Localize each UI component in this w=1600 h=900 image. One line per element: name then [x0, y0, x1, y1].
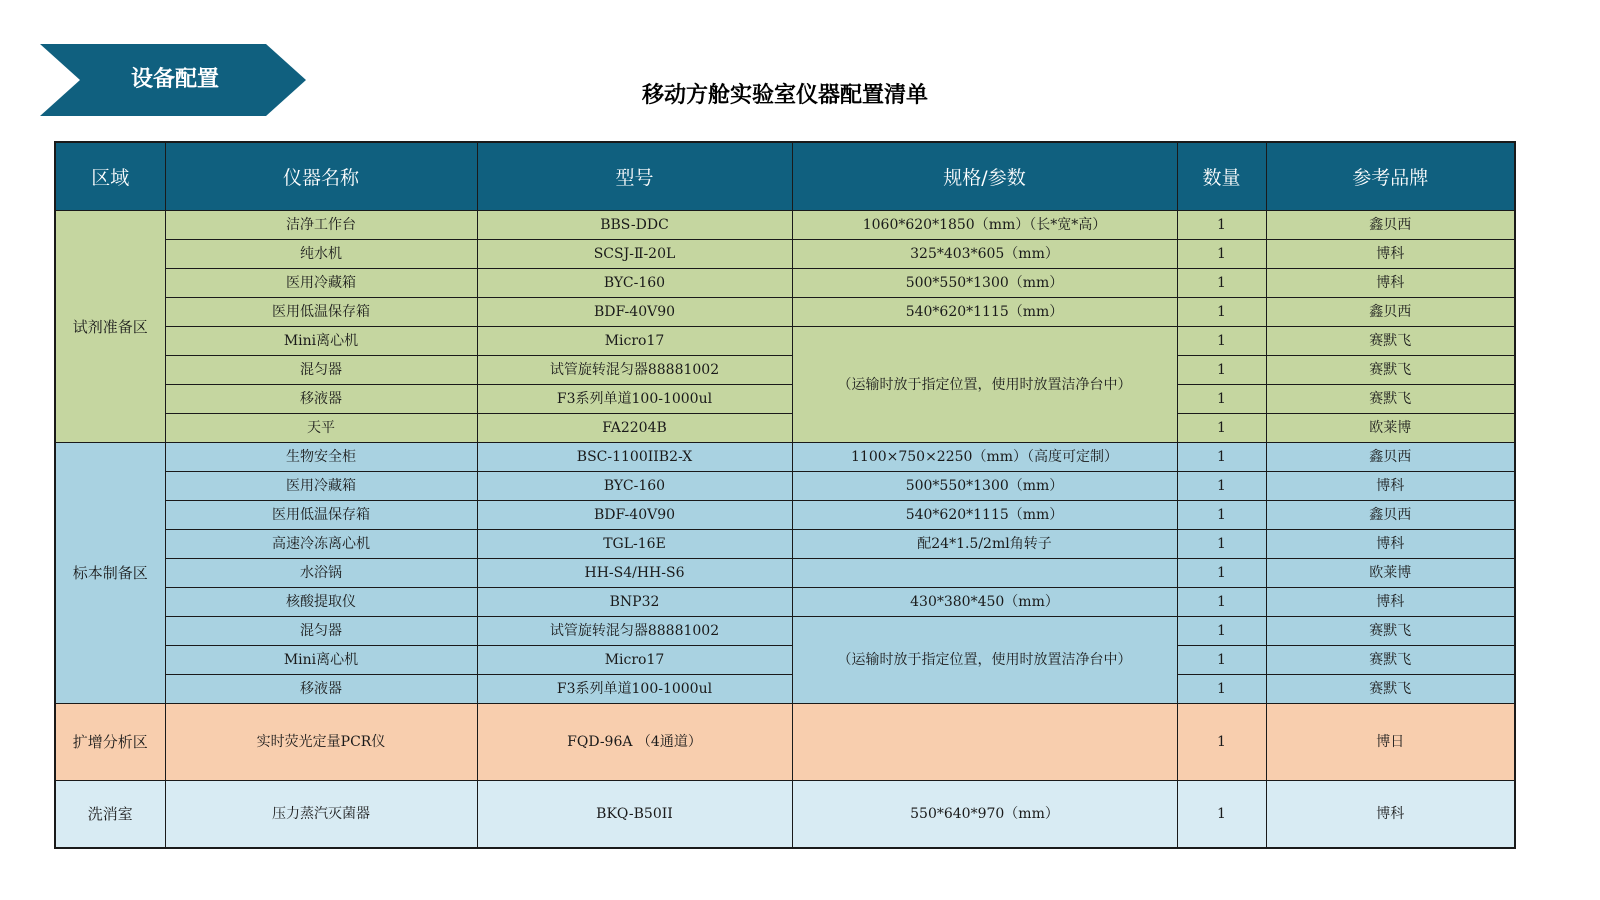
table-row [55, 472, 1515, 501]
instrument-brand: 赛默飞 [1266, 327, 1515, 356]
table-row [55, 559, 1515, 588]
banner-label: 设备配置 [130, 67, 219, 92]
shared-spec-note: （运输时放于指定位置，使用时放置洁净台中） [792, 617, 1177, 704]
instrument-qty: 1 [1177, 646, 1266, 675]
instrument-brand: 鑫贝西 [1266, 298, 1515, 327]
instrument-model: BKQ-B50II [477, 781, 792, 849]
instrument-brand: 博科 [1266, 588, 1515, 617]
table-row [55, 385, 1515, 414]
instrument-spec [792, 704, 1177, 781]
instrument-model: BNP32 [477, 588, 792, 617]
instrument-model: BBS-DDC [477, 211, 792, 240]
instrument-qty: 1 [1177, 240, 1266, 269]
instrument-brand: 博科 [1266, 240, 1515, 269]
instrument-brand: 鑫贝西 [1266, 443, 1515, 472]
instrument-brand: 博科 [1266, 781, 1515, 849]
shared-spec-note: （运输时放于指定位置，使用时放置洁净台中） [792, 327, 1177, 443]
zone-cell: 扩增分析区 [55, 704, 165, 781]
instrument-brand: 博日 [1266, 704, 1515, 781]
instrument-qty: 1 [1177, 327, 1266, 356]
instrument-spec: 1060*620*1850（mm）（长*宽*高） [792, 211, 1177, 240]
instrument-spec: 540*620*1115（mm） [792, 501, 1177, 530]
instrument-brand: 赛默飞 [1266, 385, 1515, 414]
table-row [55, 298, 1515, 327]
instrument-qty: 1 [1177, 781, 1266, 849]
zone-cell: 洗消室 [55, 781, 165, 849]
instrument-name: 混匀器 [165, 617, 477, 646]
instrument-model: SCSJ-Ⅱ-20L [477, 240, 792, 269]
instrument-qty: 1 [1177, 385, 1266, 414]
instrument-brand: 鑫贝西 [1266, 501, 1515, 530]
instrument-qty: 1 [1177, 588, 1266, 617]
instrument-spec [792, 559, 1177, 588]
instrument-model: BYC-160 [477, 269, 792, 298]
table-row [55, 781, 1515, 849]
instrument-model: BDF-40V90 [477, 298, 792, 327]
instrument-name: 压力蒸汽灭菌器 [165, 781, 477, 849]
instrument-model: FA2204B [477, 414, 792, 443]
table-row [55, 240, 1515, 269]
instrument-model: 试管旋转混匀器88881002 [477, 617, 792, 646]
instrument-spec: 配24*1.5/2ml角转子 [792, 530, 1177, 559]
instrument-name: 医用冷藏箱 [165, 269, 477, 298]
table-row [55, 646, 1515, 675]
instrument-model: TGL-16E [477, 530, 792, 559]
instrument-name: 实时荧光定量PCR仪 [165, 704, 477, 781]
instrument-name: 洁净工作台 [165, 211, 477, 240]
instrument-model: BDF-40V90 [477, 501, 792, 530]
section-banner [40, 44, 306, 116]
instrument-brand: 博科 [1266, 530, 1515, 559]
instrument-brand: 欧莱博 [1266, 559, 1515, 588]
instrument-qty: 1 [1177, 559, 1266, 588]
instrument-spec: 1100×750×2250（mm）（高度可定制） [792, 443, 1177, 472]
table-row [55, 530, 1515, 559]
instrument-model: 试管旋转混匀器88881002 [477, 356, 792, 385]
instrument-name: 医用低温保存箱 [165, 501, 477, 530]
instrument-brand: 博科 [1266, 472, 1515, 501]
instrument-brand: 博科 [1266, 269, 1515, 298]
instrument-brand: 赛默飞 [1266, 356, 1515, 385]
instrument-name: 水浴锅 [165, 559, 477, 588]
table-row [55, 269, 1515, 298]
instrument-qty: 1 [1177, 443, 1266, 472]
table-row [55, 327, 1515, 356]
table-row [55, 704, 1515, 781]
instrument-brand: 赛默飞 [1266, 617, 1515, 646]
instrument-qty: 1 [1177, 472, 1266, 501]
instrument-spec: 325*403*605（mm） [792, 240, 1177, 269]
table-row [55, 211, 1515, 240]
instrument-name: 移液器 [165, 385, 477, 414]
column-header-spec: 规格/参数 [792, 142, 1177, 211]
instrument-qty: 1 [1177, 414, 1266, 443]
instrument-qty: 1 [1177, 617, 1266, 646]
instrument-name: 医用低温保存箱 [165, 298, 477, 327]
instrument-spec: 550*640*970（mm） [792, 781, 1177, 849]
instrument-model: Micro17 [477, 646, 792, 675]
instrument-spec: 500*550*1300（mm） [792, 472, 1177, 501]
instrument-name: 天平 [165, 414, 477, 443]
zone-cell: 试剂准备区 [55, 211, 165, 443]
table-row [55, 356, 1515, 385]
table-row [55, 617, 1515, 646]
table-row [55, 414, 1515, 443]
instrument-name: 核酸提取仪 [165, 588, 477, 617]
instrument-name: Mini离心机 [165, 327, 477, 356]
instrument-name: 纯水机 [165, 240, 477, 269]
instrument-name: 医用冷藏箱 [165, 472, 477, 501]
instrument-model: F3系列单道100-1000ul [477, 385, 792, 414]
instrument-model: F3系列单道100-1000ul [477, 675, 792, 704]
instrument-name: Mini离心机 [165, 646, 477, 675]
instrument-name: 高速冷冻离心机 [165, 530, 477, 559]
instrument-spec: 430*380*450（mm） [792, 588, 1177, 617]
instrument-name: 混匀器 [165, 356, 477, 385]
instrument-model: HH-S4/HH-S6 [477, 559, 792, 588]
instrument-model: Micro17 [477, 327, 792, 356]
instrument-name: 移液器 [165, 675, 477, 704]
table-header-row [55, 142, 1515, 211]
table-row [55, 501, 1515, 530]
page-title: 移动方舱实验室仪器配置清单 [641, 83, 928, 108]
instrument-qty: 1 [1177, 501, 1266, 530]
column-header-brand: 参考品牌 [1266, 142, 1515, 211]
instrument-qty: 1 [1177, 704, 1266, 781]
instrument-qty: 1 [1177, 530, 1266, 559]
instrument-brand: 欧莱博 [1266, 414, 1515, 443]
instrument-qty: 1 [1177, 298, 1266, 327]
instrument-model: BYC-160 [477, 472, 792, 501]
instrument-spec: 540*620*1115（mm） [792, 298, 1177, 327]
instrument-name: 生物安全柜 [165, 443, 477, 472]
instrument-brand: 赛默飞 [1266, 675, 1515, 704]
table-row [55, 443, 1515, 472]
column-header-qty: 数量 [1177, 142, 1266, 211]
column-header-name: 仪器名称 [165, 142, 477, 211]
instrument-brand: 赛默飞 [1266, 646, 1515, 675]
instrument-qty: 1 [1177, 675, 1266, 704]
instrument-brand: 鑫贝西 [1266, 211, 1515, 240]
column-header-model: 型号 [477, 142, 792, 211]
column-header-zone: 区域 [55, 142, 165, 211]
instrument-spec: 500*550*1300（mm） [792, 269, 1177, 298]
instrument-model: FQD-96A （4通道） [477, 704, 792, 781]
zone-cell: 标本制备区 [55, 443, 165, 704]
instrument-qty: 1 [1177, 211, 1266, 240]
equipment-table [54, 141, 1516, 849]
table-row [55, 675, 1515, 704]
table-row [55, 588, 1515, 617]
instrument-model: BSC-1100IIB2-X [477, 443, 792, 472]
instrument-qty: 1 [1177, 269, 1266, 298]
instrument-qty: 1 [1177, 356, 1266, 385]
